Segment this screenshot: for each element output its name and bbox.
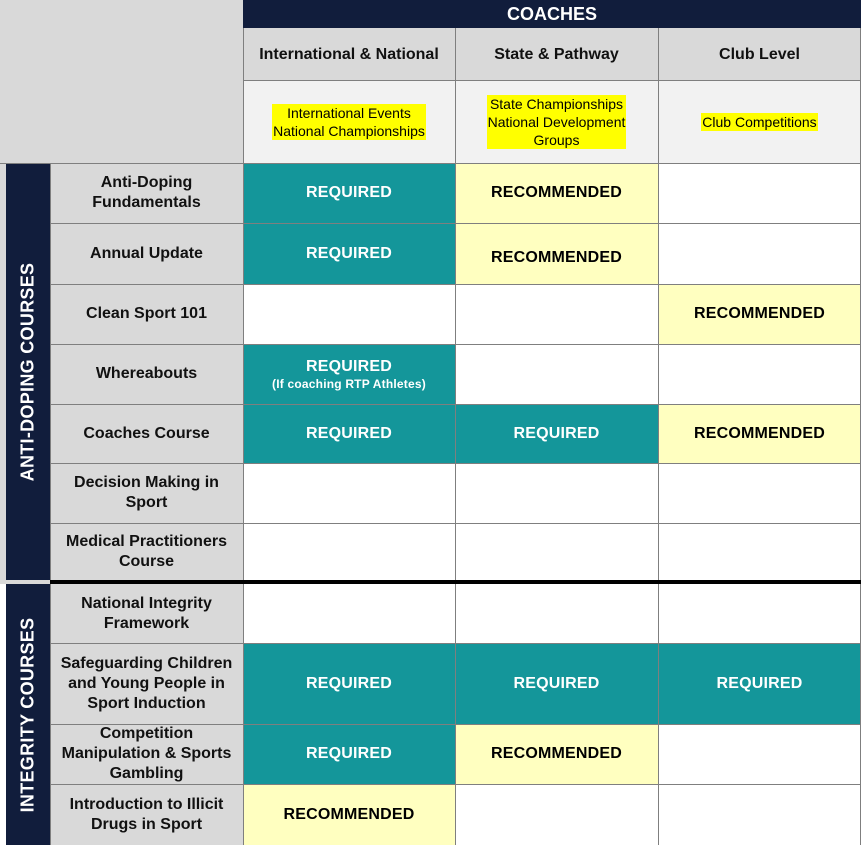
cell-status — [455, 523, 658, 581]
cell-status: RECOMMENDED — [455, 163, 658, 223]
grid-line — [50, 523, 861, 524]
course-label: National Integrity Framework — [50, 584, 243, 643]
cell-status: REQUIRED — [243, 163, 455, 223]
grid-line — [50, 223, 861, 224]
column-header-club: Club Level — [658, 28, 861, 80]
grid-line — [243, 28, 244, 845]
cell-status — [658, 163, 861, 223]
cell-status — [455, 584, 658, 643]
cell-status: RECOMMENDED — [455, 223, 658, 284]
grid-line — [50, 784, 861, 785]
grid-line — [50, 284, 861, 285]
cell-status: REQUIRED — [455, 643, 658, 724]
grid-line — [50, 643, 861, 644]
grid-line — [50, 163, 51, 845]
cell-status: REQUIRED (If coaching RTP Athletes) — [243, 344, 455, 404]
grid-line — [658, 28, 659, 845]
cell-status: REQUIRED — [455, 404, 658, 463]
section-anti-doping-label: ANTI-DOPING COURSES — [17, 262, 38, 481]
cell-status — [658, 223, 861, 284]
course-label: Anti-Doping Fundamentals — [50, 163, 243, 223]
grid-line — [0, 163, 861, 164]
corner-blank — [0, 0, 243, 163]
section-anti-doping — [6, 163, 50, 580]
cell-status: RECOMMENDED — [658, 404, 861, 463]
column-header-international: International & National — [243, 28, 455, 80]
course-label: Introduction to Illicit Drugs in Sport — [50, 784, 243, 845]
cell-status: RECOMMENDED — [243, 784, 455, 845]
cell-status — [658, 584, 861, 643]
course-label: Safeguarding Children and Young People in Sport Induction — [50, 643, 243, 724]
grid-line — [455, 28, 456, 845]
grid-line — [50, 344, 861, 345]
cell-status: RECOMMENDED — [658, 284, 861, 344]
course-label: Annual Update — [50, 223, 243, 284]
coaches-header — [243, 0, 861, 28]
course-label: Whereabouts — [50, 344, 243, 404]
cell-status — [455, 784, 658, 845]
cell-status: REQUIRED — [658, 643, 861, 724]
cell-note: (If coaching RTP Athletes) — [272, 376, 426, 391]
cell-status — [243, 523, 455, 581]
cell-status: REQUIRED — [243, 643, 455, 724]
course-label: Competition Manipulation & Sports Gambling — [50, 724, 243, 784]
cell-status — [658, 523, 861, 581]
levels-international: International Events National Championships — [243, 80, 455, 163]
section-divider-gap — [0, 580, 50, 584]
cell-status — [658, 784, 861, 845]
cell-status — [658, 344, 861, 404]
cell-status: REQUIRED — [243, 404, 455, 463]
section-divider — [0, 580, 861, 584]
cell-status — [455, 463, 658, 523]
course-label: Clean Sport 101 — [50, 284, 243, 344]
grid-line — [50, 724, 861, 725]
grid-line — [243, 80, 861, 81]
cell-status — [455, 284, 658, 344]
cell-status — [243, 584, 455, 643]
course-label: Medical Practitioners Course — [50, 523, 243, 581]
cell-status: REQUIRED — [243, 724, 455, 784]
course-label: Decision Making in Sport — [50, 463, 243, 523]
cell-status — [658, 463, 861, 523]
cell-status — [243, 463, 455, 523]
grid-line — [50, 404, 861, 405]
cell-status: REQUIRED — [243, 223, 455, 284]
section-integrity — [6, 584, 50, 845]
section-integrity-label: INTEGRITY COURSES — [17, 617, 38, 812]
grid-line — [50, 463, 861, 464]
column-header-state: State & Pathway — [455, 28, 658, 80]
levels-club: Club Competitions — [658, 80, 861, 163]
cell-status — [658, 724, 861, 784]
cell-status — [455, 344, 658, 404]
coaches-header-label: COACHES — [506, 3, 597, 24]
cell-status — [243, 284, 455, 344]
cell-status: RECOMMENDED — [455, 724, 658, 784]
course-label: Coaches Course — [50, 404, 243, 463]
levels-state: State Championships National Development Groups — [455, 80, 658, 163]
